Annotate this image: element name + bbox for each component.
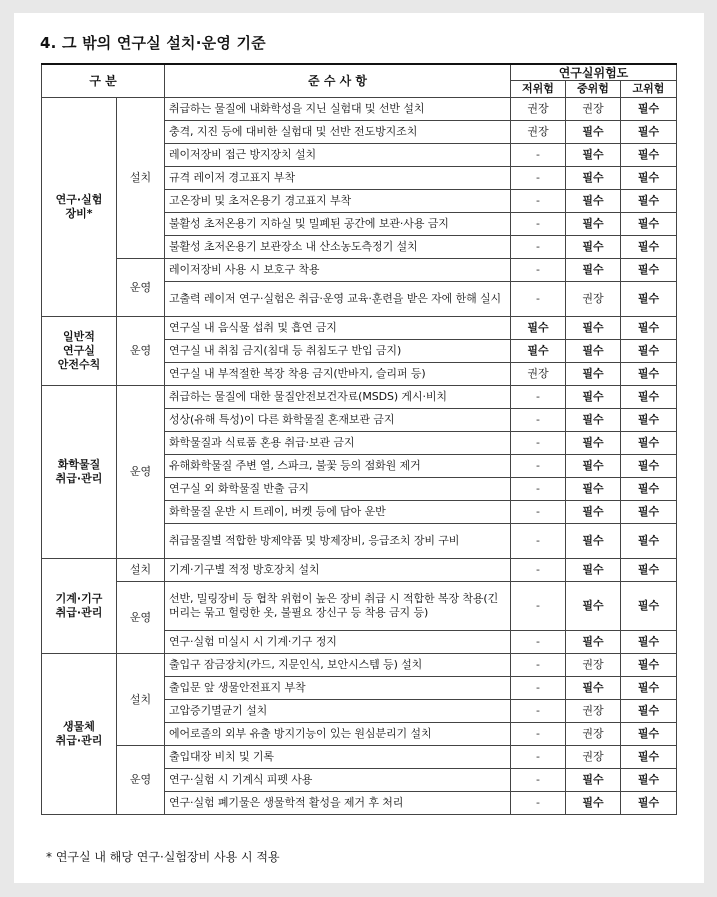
requirement-text: 성상(유해 특성)이 다른 화학물질 혼재보관 금지 xyxy=(165,409,511,432)
header-risk-group: 연구실위험도 xyxy=(511,64,677,81)
risk-level-mid: 필수 xyxy=(566,386,621,409)
risk-level-mid: 권장 xyxy=(566,282,621,317)
requirement-text: 유해화학물질 주변 열, 스파크, 불꽃 등의 점화원 제거 xyxy=(165,455,511,478)
requirement-text: 에어로졸의 외부 유출 방지기능이 있는 원심분리기 설치 xyxy=(165,723,511,746)
risk-level-high: 필수 xyxy=(621,144,677,167)
risk-level-mid: 필수 xyxy=(566,144,621,167)
category-cell xyxy=(42,317,117,386)
header-mid-risk: 중위험 xyxy=(566,81,621,98)
risk-level-high: 필수 xyxy=(621,363,677,386)
table-row xyxy=(42,259,677,282)
risk-level-high: 필수 xyxy=(621,190,677,213)
risk-level-low: - xyxy=(511,723,566,746)
risk-level-low: - xyxy=(511,769,566,792)
header-low-risk: 저위험 xyxy=(511,81,566,98)
risk-level-high: 필수 xyxy=(621,282,677,317)
subcategory-cell: 설치 xyxy=(117,98,165,259)
risk-level-mid: 필수 xyxy=(566,501,621,524)
risk-level-high: 필수 xyxy=(621,524,677,559)
table-header xyxy=(42,64,677,98)
requirement-text: 레이저장비 접근 방지장치 설치 xyxy=(165,144,511,167)
header-requirement: 준 수 사 항 xyxy=(165,64,511,98)
risk-level-low: - xyxy=(511,432,566,455)
table-body xyxy=(42,98,677,815)
risk-level-low: - xyxy=(511,501,566,524)
requirement-text: 출입문 앞 생물안전표지 부착 xyxy=(165,677,511,700)
table-row xyxy=(42,386,677,409)
risk-level-mid: 필수 xyxy=(566,340,621,363)
risk-level-high: 필수 xyxy=(621,582,677,631)
risk-level-low: - xyxy=(511,144,566,167)
category-label: 취급·관리 xyxy=(55,606,103,619)
requirement-text: 출입구 잠금장치(카드, 지문인식, 보안시스템 등) 설치 xyxy=(165,654,511,677)
risk-level-mid: 권장 xyxy=(566,654,621,677)
risk-level-low: - xyxy=(511,582,566,631)
risk-level-mid: 필수 xyxy=(566,559,621,582)
risk-level-mid: 필수 xyxy=(566,677,621,700)
risk-level-high: 필수 xyxy=(621,259,677,282)
category-label: 연구·실험 xyxy=(55,193,103,206)
subcategory-cell: 운영 xyxy=(117,386,165,559)
category-label: 연구실 xyxy=(63,344,95,357)
requirement-text: 레이저장비 사용 시 보호구 착용 xyxy=(165,259,511,282)
requirement-text: 취급물질별 적합한 방제약품 및 방제장비, 응급조치 장비 구비 xyxy=(165,524,511,559)
category-cell xyxy=(42,559,117,654)
requirement-text: 불활성 초저온용기 지하실 및 밀폐된 공간에 보관·사용 금지 xyxy=(165,213,511,236)
risk-level-low: - xyxy=(511,213,566,236)
risk-level-low: - xyxy=(511,167,566,190)
requirement-text: 연구실 내 음식물 섭취 및 흡연 금지 xyxy=(165,317,511,340)
table-row xyxy=(42,746,677,769)
requirement-text: 규격 레이저 경고표지 부착 xyxy=(165,167,511,190)
risk-level-high: 필수 xyxy=(621,98,677,121)
category-cell xyxy=(42,98,117,317)
risk-level-mid: 필수 xyxy=(566,236,621,259)
risk-level-mid: 필수 xyxy=(566,455,621,478)
footnote: * 연구실 내 해당 연구·실험장비 사용 시 적용 xyxy=(46,850,280,864)
category-label: 화학물질 xyxy=(57,458,101,471)
risk-level-mid: 권장 xyxy=(566,98,621,121)
requirement-text: 기계·기구별 적정 방호장치 설치 xyxy=(165,559,511,582)
risk-level-high: 필수 xyxy=(621,478,677,501)
risk-level-low: - xyxy=(511,386,566,409)
category-label: 안전수칙 xyxy=(57,358,101,371)
risk-level-high: 필수 xyxy=(621,792,677,815)
requirement-text: 불활성 초저온용기 보관장소 내 산소농도측정기 설치 xyxy=(165,236,511,259)
requirement-text: 연구실 내 취침 금지(침대 등 취침도구 반입 금지) xyxy=(165,340,511,363)
section-title: 4. 그 밖의 연구실 설치·운영 기준 xyxy=(40,34,266,52)
category-label: 장비* xyxy=(65,207,93,220)
requirement-text: 고온장비 및 초저온용기 경고표지 부착 xyxy=(165,190,511,213)
category-label: 취급·관리 xyxy=(55,472,103,485)
table-row xyxy=(42,654,677,677)
risk-level-mid: 필수 xyxy=(566,769,621,792)
risk-level-low: - xyxy=(511,677,566,700)
risk-level-low: - xyxy=(511,455,566,478)
risk-level-low: - xyxy=(511,654,566,677)
header-high-risk: 고위험 xyxy=(621,81,677,98)
risk-level-low: - xyxy=(511,559,566,582)
risk-level-low: 필수 xyxy=(511,317,566,340)
risk-level-high: 필수 xyxy=(621,677,677,700)
risk-level-mid: 필수 xyxy=(566,792,621,815)
risk-level-mid: 권장 xyxy=(566,746,621,769)
requirement-text: 취급하는 물질에 내화학성을 지닌 실험대 및 선반 설치 xyxy=(165,98,511,121)
risk-level-high: 필수 xyxy=(621,213,677,236)
risk-level-low: 권장 xyxy=(511,363,566,386)
risk-level-high: 필수 xyxy=(621,317,677,340)
requirement-text: 연구실 외 화학물질 반출 금지 xyxy=(165,478,511,501)
risk-level-low: 권장 xyxy=(511,121,566,144)
subcategory-cell: 설치 xyxy=(117,654,165,746)
risk-level-low: 필수 xyxy=(511,340,566,363)
risk-level-mid: 필수 xyxy=(566,432,621,455)
subcategory-cell: 운영 xyxy=(117,259,165,317)
risk-level-high: 필수 xyxy=(621,121,677,144)
risk-level-high: 필수 xyxy=(621,769,677,792)
risk-level-low: - xyxy=(511,631,566,654)
risk-level-low: - xyxy=(511,524,566,559)
standards-table xyxy=(41,63,677,815)
category-cell xyxy=(42,654,117,815)
risk-level-mid: 필수 xyxy=(566,363,621,386)
requirement-text: 취급하는 물질에 대한 물질안전보건자료(MSDS) 게시·비치 xyxy=(165,386,511,409)
risk-level-mid: 필수 xyxy=(566,524,621,559)
risk-level-mid: 권장 xyxy=(566,700,621,723)
risk-level-high: 필수 xyxy=(621,340,677,363)
risk-level-high: 필수 xyxy=(621,167,677,190)
risk-level-low: - xyxy=(511,700,566,723)
requirement-text: 고압증기멸균기 설치 xyxy=(165,700,511,723)
risk-level-high: 필수 xyxy=(621,559,677,582)
risk-level-high: 필수 xyxy=(621,386,677,409)
risk-level-high: 필수 xyxy=(621,501,677,524)
category-cell xyxy=(42,386,117,559)
document-page xyxy=(14,13,704,883)
subcategory-cell: 운영 xyxy=(117,317,165,386)
category-label: 일반적 xyxy=(63,330,95,343)
risk-level-mid: 권장 xyxy=(566,723,621,746)
risk-level-high: 필수 xyxy=(621,746,677,769)
risk-level-low: - xyxy=(511,259,566,282)
requirement-text: 연구실 내 부적절한 복장 착용 금지(반바지, 슬리퍼 등) xyxy=(165,363,511,386)
requirement-text: 연구·실험 폐기물은 생물학적 활성을 제거 후 처리 xyxy=(165,792,511,815)
risk-level-high: 필수 xyxy=(621,700,677,723)
risk-level-high: 필수 xyxy=(621,455,677,478)
risk-level-high: 필수 xyxy=(621,236,677,259)
table-row xyxy=(42,559,677,582)
header-category: 구 분 xyxy=(42,64,165,98)
requirement-text: 충격, 지진 등에 대비한 실험대 및 선반 전도방지조치 xyxy=(165,121,511,144)
requirement-text: 연구·실험 미실시 시 기계·기구 정지 xyxy=(165,631,511,654)
subcategory-cell: 설치 xyxy=(117,559,165,582)
risk-level-high: 필수 xyxy=(621,654,677,677)
risk-level-low: - xyxy=(511,190,566,213)
risk-level-low: - xyxy=(511,478,566,501)
requirement-text: 출입대장 비치 및 기록 xyxy=(165,746,511,769)
category-label: 기계·기구 xyxy=(55,592,103,605)
risk-level-low: - xyxy=(511,282,566,317)
risk-level-mid: 필수 xyxy=(566,121,621,144)
risk-level-mid: 필수 xyxy=(566,190,621,213)
risk-level-low: 권장 xyxy=(511,98,566,121)
risk-level-mid: 필수 xyxy=(566,582,621,631)
table-row xyxy=(42,582,677,631)
risk-level-mid: 필수 xyxy=(566,631,621,654)
table-row xyxy=(42,98,677,121)
requirement-text: 고출력 레이저 연구·실험은 취급·운영 교육·훈련을 받은 자에 한해 실시 xyxy=(165,282,511,317)
risk-level-mid: 필수 xyxy=(566,167,621,190)
requirement-text: 선반, 밀링장비 등 협착 위험이 높은 장비 취급 시 적합한 복장 착용(긴 머리는 묶고 헐렁한 옷, 불필요 장신구 등 착용 금지 등) xyxy=(165,582,511,631)
requirement-text: 화학물질과 식료품 혼용 취급·보관 금지 xyxy=(165,432,511,455)
subcategory-cell: 운영 xyxy=(117,582,165,654)
table-row xyxy=(42,317,677,340)
risk-level-mid: 필수 xyxy=(566,409,621,432)
category-label: 생물체 xyxy=(63,720,95,733)
risk-level-mid: 필수 xyxy=(566,317,621,340)
risk-level-low: - xyxy=(511,792,566,815)
requirement-text: 연구·실험 시 기계식 피펫 사용 xyxy=(165,769,511,792)
risk-level-high: 필수 xyxy=(621,409,677,432)
subcategory-cell: 운영 xyxy=(117,746,165,815)
risk-level-low: - xyxy=(511,409,566,432)
risk-level-mid: 필수 xyxy=(566,478,621,501)
risk-level-low: - xyxy=(511,746,566,769)
risk-level-low: - xyxy=(511,236,566,259)
risk-level-high: 필수 xyxy=(621,631,677,654)
risk-level-mid: 필수 xyxy=(566,213,621,236)
risk-level-mid: 필수 xyxy=(566,259,621,282)
requirement-text: 화학물질 운반 시 트레이, 버켓 등에 담아 운반 xyxy=(165,501,511,524)
risk-level-high: 필수 xyxy=(621,432,677,455)
category-label: 취급·관리 xyxy=(55,734,103,747)
risk-level-high: 필수 xyxy=(621,723,677,746)
